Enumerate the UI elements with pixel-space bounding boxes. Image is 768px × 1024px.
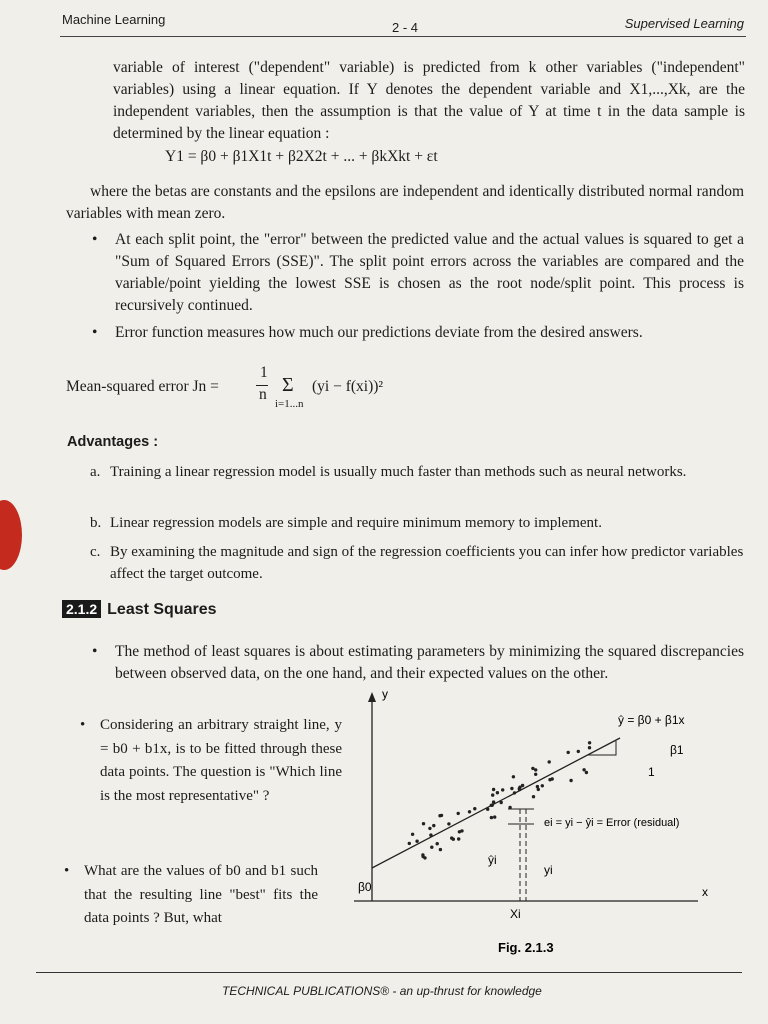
- mse-fraction-numerator: 1: [260, 364, 268, 381]
- scatter-point: [447, 822, 450, 825]
- header-rule: [60, 36, 746, 37]
- scatter-point: [512, 775, 515, 778]
- header-book-title: Machine Learning: [62, 12, 166, 27]
- figure-caption: Fig. 2.1.3: [498, 940, 554, 955]
- scatter-point: [430, 846, 433, 849]
- item-text: Linear regression models are simple and require minimum memory to implement.: [110, 515, 602, 531]
- xi-label: Xi: [510, 907, 521, 921]
- bullet-text: The method of least squares is about estimating parameters by minimizing the squared discrepancies between observed data, on the one hand, and their expected values on the other.: [115, 643, 744, 682]
- bullet-best-fit: [64, 860, 318, 931]
- scatter-point: [537, 788, 540, 791]
- scatter-point: [439, 848, 442, 851]
- scatter-point: [436, 842, 439, 845]
- scatter-point: [582, 768, 585, 771]
- bullet-least-squares-method: [92, 641, 744, 685]
- scatter-point: [428, 827, 431, 830]
- scatter-point: [548, 760, 551, 763]
- bullet-dot: •: [80, 717, 86, 733]
- scatter-point: [588, 746, 591, 749]
- header-chapter-title: Supervised Learning: [624, 16, 744, 31]
- bullet-text: Error function measures how much our predictions deviate from the desired answers.: [115, 324, 643, 341]
- item-text: By examining the magnitude and sign of the regression coefficients you can infer how predictor variables affect the target outcome.: [110, 544, 744, 582]
- scatter-point: [569, 779, 572, 782]
- header-page-number: 2 - 4: [392, 20, 419, 35]
- item-text: Training a linear regression model is usually much faster than methods such as neural networks.: [110, 464, 687, 480]
- scatter-point: [429, 833, 432, 836]
- bullet-text: What are the values of b0 and b1 such that the resulting line "best" fits the data points ? But, what: [84, 863, 318, 926]
- item-marker: b.: [90, 515, 102, 531]
- scatter-point: [411, 833, 414, 836]
- scatter-point: [423, 856, 426, 859]
- least-squares-figure: [348, 686, 748, 966]
- scatter-point: [457, 837, 460, 840]
- scatter-point: [567, 751, 570, 754]
- advantage-item-a: [90, 461, 744, 483]
- bullet-text: At each split point, the "error" between the predicted value and the actual values is squared to get a "Sum of Squared Errors (SSE)". The split point errors across the variables are compared and the variable/point yielding the lowest SSE is chosen as the root node/split point. This process is recursively continued.: [115, 231, 744, 314]
- intro-paragraph: variable of interest ("dependent" variable) is predicted from k other variables ("independent" variables) using a linear equation. If Y denotes the dependent variable and X1,...,Xk, are the independent variables, then the assumption is that the value of Y at time t in the data sample is determined by the linear equation :: [113, 59, 745, 142]
- scatter-point: [577, 750, 580, 753]
- scatter-point: [415, 840, 418, 843]
- footer-rule: [36, 972, 742, 973]
- scatter-point: [496, 791, 499, 794]
- bullet-error-function: [92, 322, 744, 344]
- scatter-point: [508, 806, 511, 809]
- item-marker: c.: [90, 544, 101, 560]
- bullet-dot: •: [92, 231, 98, 248]
- bullet-split-point: [92, 229, 744, 317]
- scatter-point: [438, 814, 441, 817]
- item-marker: a.: [90, 464, 101, 480]
- scatter-point: [548, 778, 551, 781]
- mse-sigma: Σ: [282, 374, 294, 396]
- section-title: Least Squares: [107, 601, 217, 618]
- scatter-point: [500, 801, 503, 804]
- advantage-item-c: [90, 541, 744, 585]
- scatter-point: [534, 768, 537, 771]
- error-label: ei = yi − ŷi = Error (residual): [544, 817, 680, 829]
- mse-formula: [66, 364, 466, 412]
- section-number: 2.1.2: [62, 600, 101, 618]
- scatter-point: [490, 816, 493, 819]
- scatter-point: [510, 787, 513, 790]
- linear-equation: Y1 = β0 + β1X1t + β2X2t + ... + βkXkt + εt: [165, 148, 438, 165]
- mse-body: (yi − f(xi))²: [312, 378, 384, 395]
- advantage-item-b: [90, 512, 744, 534]
- scatter-point: [534, 773, 537, 776]
- page-footer: TECHNICAL PUBLICATIONS® - an up-thrust for knowledge: [222, 984, 542, 998]
- scatter-point: [513, 791, 516, 794]
- scatter-point: [521, 784, 524, 787]
- scatter-point: [490, 804, 493, 807]
- intercept-label: β0: [358, 880, 372, 894]
- thumb-shadow: [0, 500, 22, 570]
- yhat-label: ŷi: [488, 853, 497, 867]
- scatter-point: [493, 815, 496, 818]
- bullet-dot: •: [92, 643, 98, 660]
- line-equation-label: ŷ = β0 + β1x: [618, 713, 685, 727]
- bullet-text: Considering an arbitrary straight line, y = b0 + b1x, is to be fitted through these data points. The question is "Which line is the most representative" ?: [100, 717, 342, 804]
- scatter-points: [408, 741, 592, 860]
- bullet-dot: •: [64, 863, 70, 879]
- scatter-point: [432, 824, 435, 827]
- advantages-heading: Advantages :: [67, 434, 159, 450]
- scatter-point: [501, 788, 504, 791]
- scatter-point: [473, 807, 476, 810]
- regression-line: [372, 738, 620, 868]
- scatter-point: [585, 771, 588, 774]
- bullet-dot: •: [92, 324, 98, 341]
- scatter-point: [468, 810, 471, 813]
- x-axis-label: x: [702, 885, 708, 899]
- scatter-point: [541, 784, 544, 787]
- scatter-point: [491, 793, 494, 796]
- y-axis-arrow: [368, 692, 376, 702]
- scatter-point: [486, 808, 489, 811]
- scatter-point: [450, 836, 453, 839]
- scatter-point: [457, 812, 460, 815]
- scatter-point: [492, 800, 495, 803]
- run-label: 1: [648, 765, 655, 779]
- yi-label: yi: [544, 863, 553, 877]
- scatter-point: [408, 842, 411, 845]
- bullet-arbitrary-line: [80, 714, 342, 808]
- betas-paragraph: where the betas are constants and the epsilons are independent and identically distributed normal random variables with mean zero.: [66, 183, 744, 222]
- scatter-point: [518, 788, 521, 791]
- mse-range: i=1...n: [275, 398, 304, 410]
- scatter-point: [422, 822, 425, 825]
- scatter-point: [492, 788, 495, 791]
- page-header: [62, 10, 744, 35]
- mse-fraction-denominator: n: [259, 386, 267, 403]
- scatter-point: [458, 830, 461, 833]
- mse-label: Mean-squared error Jn =: [66, 378, 219, 395]
- scatter-point: [588, 741, 591, 744]
- slope-label: β1: [670, 743, 684, 757]
- y-axis-label: y: [382, 687, 388, 701]
- section-heading: [62, 601, 217, 619]
- scatter-point: [532, 795, 535, 798]
